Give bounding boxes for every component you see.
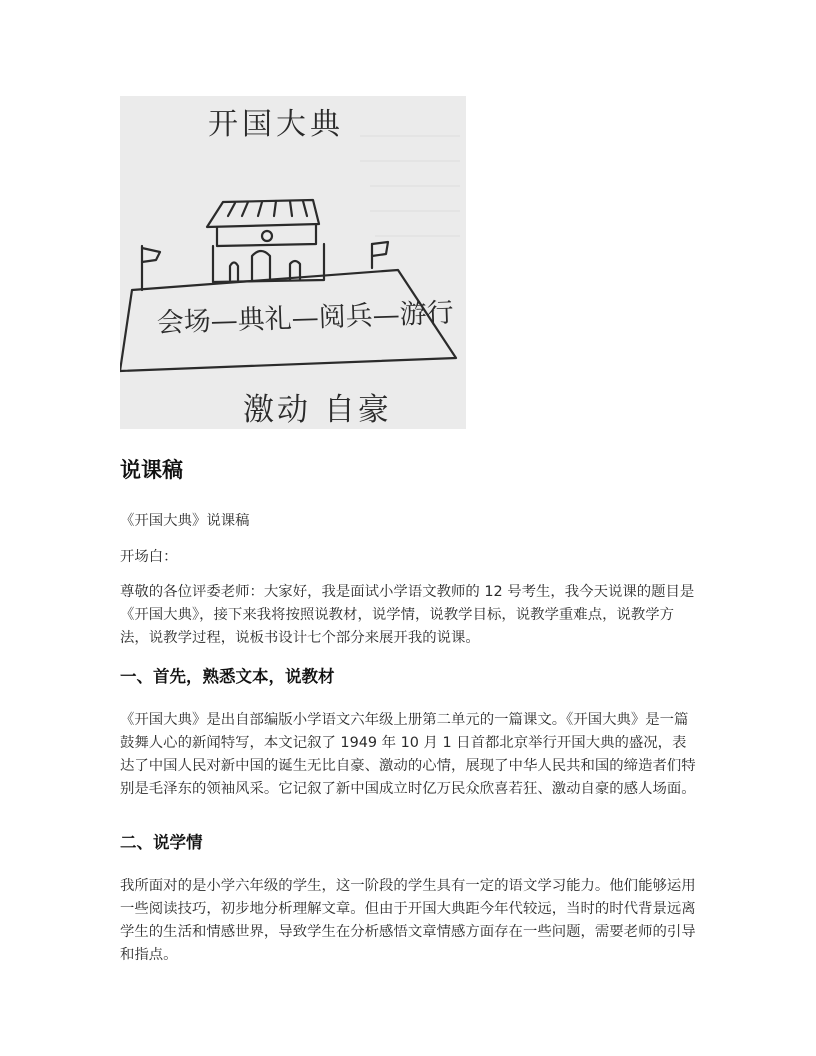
tiananmen-sketch-drawing	[120, 96, 466, 429]
blackboard-sketch-photo	[120, 96, 466, 429]
lesson-subtitle: 《开国大典》说课稿	[120, 513, 250, 529]
document-title: 说课稿	[120, 458, 183, 482]
sketch-caption: 激动 自豪	[243, 392, 392, 428]
sketch-title: 开国大典	[208, 107, 344, 142]
intro-paragraph: 尊敬的各位评委老师：大家好，我是面试小学语文教师的 12 号考生，我今天说课的题目是《开国大典》，接下来我将按照说教材，说学情，说教学目标，说教学重难点，说教学方法，说教学过程，说板书设计七个部分来展开我的说课。	[120, 584, 695, 646]
opening-label: 开场白：	[120, 549, 178, 565]
students-paragraph: 我所面对的是小学六年级的学生，这一阶段的学生具有一定的语文学习能力。他们能够运用一些阅读技巧，初步地分析理解文章。但由于开国大典距今年代较远，当时的时代背景远离学生的生活和情感世界，导致学生在分析感悟文章情感方面存在一些问题，需要老师的引导和指点。	[120, 878, 696, 963]
section-heading-textbook: 一、首先，熟悉文本，说教材	[120, 667, 335, 686]
section-heading-students: 二、说学情	[120, 833, 203, 852]
textbook-paragraph: 《开国大典》是出自部编版小学语文六年级上册第二单元的一篇课文。《开国大典》是一篇鼓舞人心的新闻特写，本文记叙了 1949 年 10 月 1 日首都北京举行开国大典的盛况，表达了中国人民对新中国的诞生无比自豪、激动的心情，展现了中华人民共和国的缔造者们特别是毛泽东的领袖风采。它记叙了新中国成立时亿万民众欣喜若狂、激动自豪的感人场面。	[120, 712, 696, 797]
sketch-banner-text: 会场—典礼—阅兵—游行	[156, 297, 455, 339]
